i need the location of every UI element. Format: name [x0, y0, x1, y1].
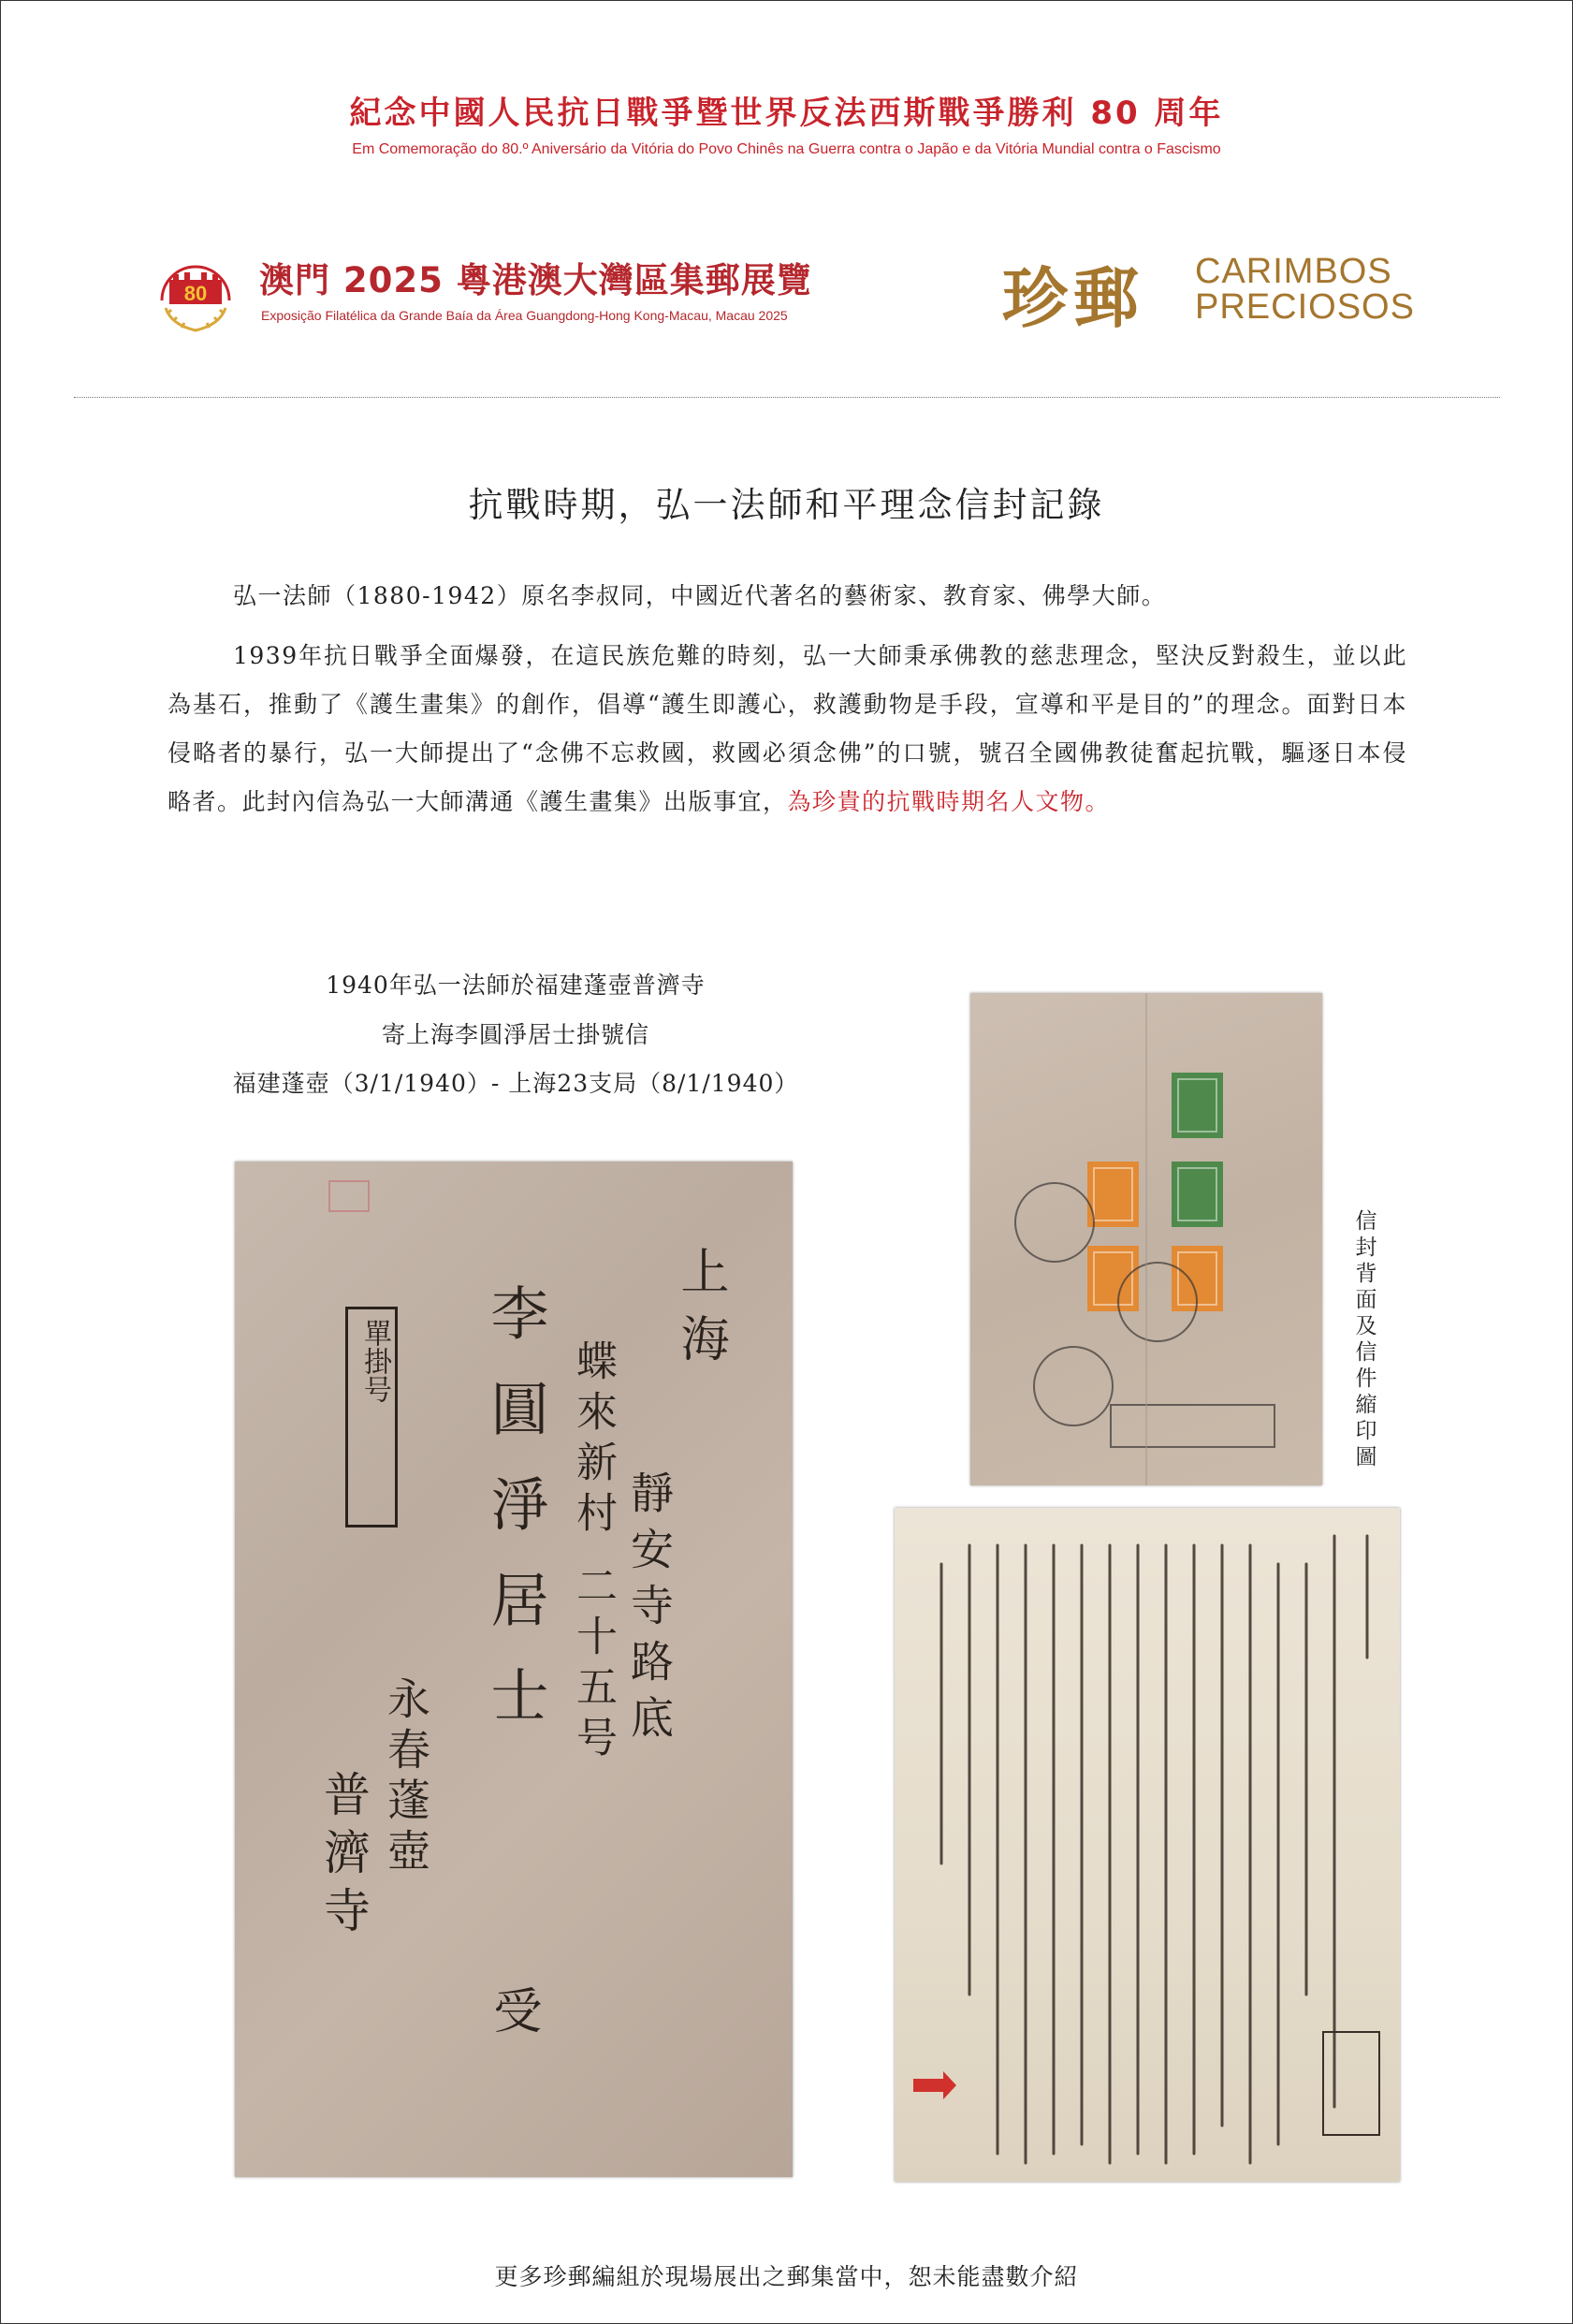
article-title: 抗戰時期，弘一法師和平理念信封記錄 [468, 485, 1105, 525]
registered-label-box [345, 1307, 398, 1527]
paragraph-2-highlight: 為珍貴的抗戰時期名人文物。 [787, 788, 1111, 815]
address-village: 蝶來新村 二十五号 [569, 1339, 617, 1766]
sender-place: 永春蓬壺 [381, 1676, 431, 1878]
red-marking [328, 1180, 370, 1212]
recipient-receive: 受 [485, 1985, 541, 2034]
brand-name-zh: 珍郵 [1002, 259, 1144, 337]
red-arrow-icon [913, 2071, 956, 2099]
registered-label-text: 單掛号 [358, 1319, 391, 1403]
cover-caption-line-1: 1940年弘一法師於福建蓬壺普濟寺 [326, 972, 706, 999]
anniversary-80-emblem-icon [153, 252, 239, 338]
brand-name-line1: CARIMBOS [1195, 252, 1392, 291]
postmarks [970, 993, 1322, 1485]
address-city: 上海 [672, 1246, 728, 1381]
article-paragraph-2 [167, 632, 1407, 826]
envelope-front-image [235, 1162, 793, 2177]
article-paragraph-1: 弘一法師（1880-1942）原名李叔同，中國近代著名的藝術家、教育家、佛學大師。 [233, 582, 1167, 609]
footer-note: 更多珍郵編組於現場展出之郵集當中，恕未能盡數介紹 [494, 2263, 1079, 2290]
cover-caption-line-3: 福建蓬壺（3/1/1940）- 上海23支局（8/1/1940） [232, 1070, 799, 1097]
cover-caption-line-2: 寄上海李圓淨居士掛號信 [381, 1021, 649, 1048]
envelope-back-image [970, 993, 1322, 1485]
paragraph-2-text: 1939年抗日戰爭全面爆發，在這民族危難的時刻，弘一大師秉承佛教的慈悲理念，堅決反對殺生，並以此為基石，推動了《護生畫集》的創作，倡導“護生即護心，救護動物是手段，宣導和平是目的”的理念。面對日本侵略者的暴行，弘一大師提出了“念佛不忘救國，救國必須念佛”的口號，號召全國佛教徒奮起抗戰，驅逐日本侵略者。此封內信為弘一大師溝通《護生畫集》出版事宜， [167, 642, 1407, 815]
commemoration-title-pt: Em Comemoração do 80.º Aniversário da Vitória do Povo Chinês na Guerra contra o Japão e da Vitória Mundial contra o Fascismo [352, 141, 1221, 157]
exhibition-subtitle: Exposição Filatélica da Grande Baía da Área Guangdong-Hong Kong-Macau, Macau 2025 [261, 308, 788, 323]
dotted-divider [74, 397, 1500, 398]
address-street: 靜安寺路底 [624, 1470, 675, 1751]
sender-temple: 普濟寺 [316, 1770, 371, 1944]
commemoration-title-zh: 紀念中國人民抗日戰爭暨世界反法西斯戰爭勝利 80 周年 [349, 95, 1224, 132]
letter-handwriting [895, 1508, 1400, 2182]
side-caption: 信封背面及信件縮印圖 [1355, 1209, 1377, 1469]
brand-name-line2: PRECIOSOS [1195, 287, 1415, 327]
recipient-name: 李圓淨居士 [481, 1283, 549, 1761]
letter-image [895, 1508, 1400, 2182]
exhibition-title: 澳門 2025 粵港澳大灣區集郵展覽 [259, 260, 812, 300]
emblem-number: 80 [183, 282, 208, 305]
